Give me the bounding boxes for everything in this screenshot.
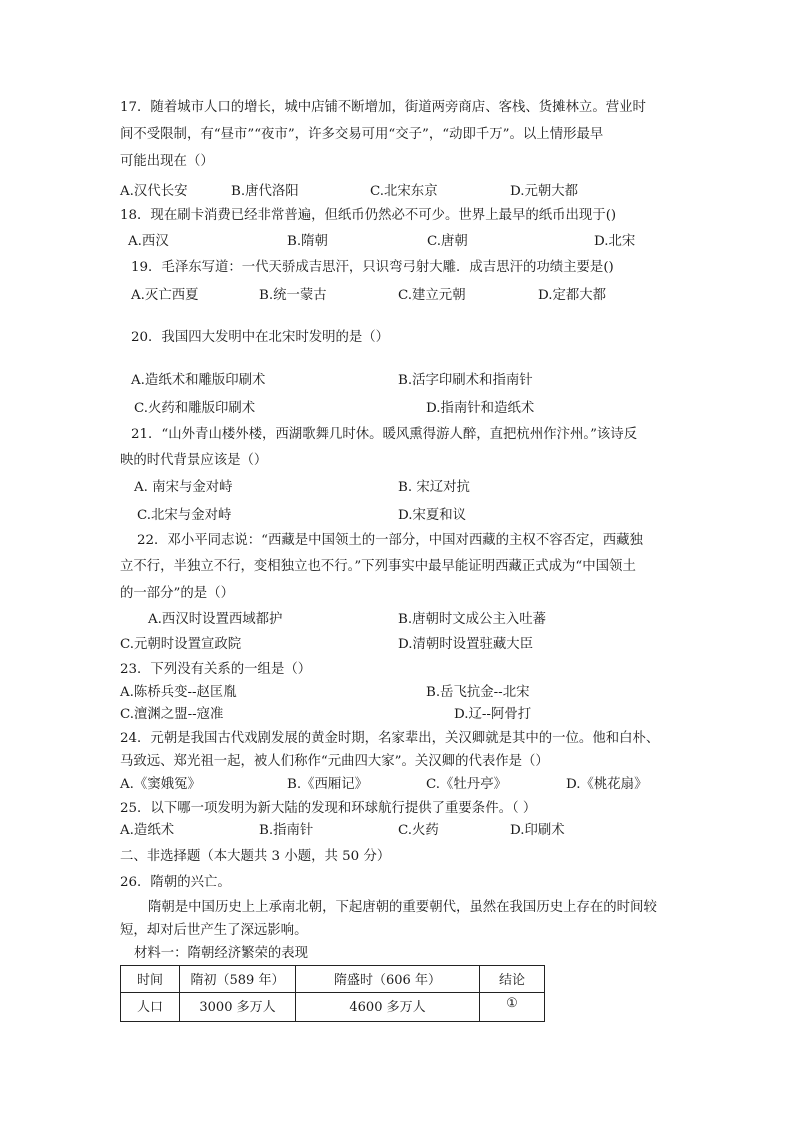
table-cell: 3000 多万人	[180, 993, 296, 1022]
q18-option-b: B.隋朝	[287, 234, 328, 249]
q24-option-c: C.《牡丹亭》	[426, 777, 507, 792]
q21-option-d: D.宋夏和议	[398, 508, 467, 523]
q23-option-d: D.辽--阿骨打	[454, 707, 532, 722]
q25-option-a: A.造纸术	[120, 823, 175, 838]
q23-option-a: A.陈桥兵变--赵匡胤	[120, 685, 237, 700]
table-header-cell: 隋盛时（606 年）	[296, 966, 480, 993]
q19-option-b: B.统一蒙古	[259, 288, 327, 303]
q18-option-d: D.北宋	[594, 234, 636, 249]
q25-stem-line1: 25．以下哪一项发明为新大陆的发现和环球航行提供了重要条件。（ ）	[120, 801, 537, 816]
q21-stem-line1: 21．“山外青山楼外楼，西湖歌舞几时休。暖风熏得游人醉，直把杭州作汴州。”该诗反	[131, 427, 638, 442]
q21-option-b: B. 宋辽对抗	[398, 480, 470, 495]
section-two-heading: 二、非选择题（本大题共 3 小题，共 50 分）	[120, 849, 391, 864]
q19-option-d: D.定都大都	[538, 288, 607, 303]
q22-stem-line3: 的一部分”的是（）	[120, 586, 234, 601]
q26-material-caption: 材料一：隋朝经济繁荣的表现	[134, 946, 309, 961]
q20-option-c: C.火药和雕版印刷术	[134, 401, 256, 416]
q17-stem-line3: 可能出现在（）	[120, 154, 214, 169]
q22-stem-line1: 22．邓小平同志说：“西藏是中国领土的一部分，中国对西藏的主权不容否定，西藏独	[137, 533, 643, 548]
q23-option-b: B.岳飞抗金--北宋	[426, 685, 530, 700]
q23-option-c: C.澶渊之盟--寇准	[120, 707, 224, 722]
q24-stem-line1: 24．元朝是我国古代戏剧发展的黄金时期，名家辈出，关汉卿就是其中的一位。他和白朴、	[120, 731, 660, 746]
q21-option-a: A. 南宋与金对峙	[134, 480, 233, 495]
q26-title: 26．隋朝的兴亡。	[120, 875, 231, 890]
table-header-cell: 结论	[480, 966, 545, 993]
table-cell: 人口	[121, 993, 180, 1022]
sui-economy-table	[120, 965, 545, 1022]
q22-option-c: C.元朝时设置宣政院	[120, 637, 242, 652]
q24-option-d: D.《桃花扇》	[566, 777, 648, 792]
table-header-row	[121, 966, 545, 993]
q26-paragraph-line2: 短，却对后世产生了深远影响。	[120, 923, 308, 938]
q24-option-b: B.《西厢记》	[287, 777, 369, 792]
table-row	[121, 993, 545, 1022]
q23-stem-line1: 23．下列没有关系的一组是（）	[120, 662, 312, 677]
q25-option-c: C.火药	[398, 823, 439, 838]
table-cell: ①	[480, 993, 545, 1022]
q22-option-d: D.清朝时设置驻藏大臣	[398, 637, 534, 652]
q26-paragraph-line1: 隋朝是中国历史上上承南北朝，下起唐朝的重要朝代，虽然在我国历史上存在的时间较	[148, 900, 657, 915]
q18-option-c: C.唐朝	[427, 234, 468, 249]
q21-stem-line2: 映的时代背景应该是（）	[120, 453, 268, 468]
q20-option-b: B.活字印刷术和指南针	[398, 373, 533, 388]
q19-option-c: C.建立元朝	[398, 288, 466, 303]
table-header-cell: 时间	[121, 966, 180, 993]
q22-option-b: B.唐朝时文成公主入吐蕃	[398, 612, 547, 627]
q22-option-a: A.西汉时设置西域都护	[148, 612, 283, 627]
q20-option-a: A.造纸术和雕版印刷术	[131, 373, 266, 388]
q24-option-a: A.《窦娥冤》	[120, 777, 201, 792]
q19-option-a: A.灭亡西夏	[131, 288, 199, 303]
q17-option-c: C.北宋东京	[370, 184, 438, 199]
q17-stem-line1: 17．随着城市人口的增长，城中店铺不断增加，街道两旁商店、客栈、货摊林立。营业时	[120, 100, 646, 115]
q25-option-b: B.指南针	[259, 823, 314, 838]
q24-stem-line2: 马致远、郑光祖一起，被人们称作“元曲四大家”。关汉卿的代表作是（）	[120, 754, 549, 769]
q19-stem-line1: 19．毛泽东写道：一代天骄成吉思汗，只识弯弓射大雕．成吉思汗的功绩主要是()	[131, 260, 614, 275]
q18-stem-line1: 18．现在刷卡消费已经非常普遍，但纸币仍然必不可少。世界上最早的纸币出现于()	[120, 208, 617, 223]
table-header-cell: 隋初（589 年）	[180, 966, 296, 993]
q17-option-a: A.汉代长安	[120, 184, 188, 199]
q20-option-d: D.指南针和造纸术	[426, 401, 535, 416]
q17-stem-line2: 间不受限制，有“昼市”“夜市”，许多交易可用“交子”，“动即千万”。以上情形最早	[120, 127, 604, 142]
table-cell: 4600 多万人	[296, 993, 480, 1022]
q18-option-a: A.西汉	[128, 234, 169, 249]
q21-option-c: C.北宋与金对峙	[137, 508, 232, 523]
q22-stem-line2: 立不行，半独立不行，变相独立也不行。”下列事实中最早能证明西藏正式成为“中国领土	[120, 559, 636, 574]
q17-option-d: D.元朝大都	[510, 184, 579, 199]
q17-option-b: B.唐代洛阳	[231, 184, 299, 199]
q20-stem-line1: 20．我国四大发明中在北宋时发明的是（）	[131, 330, 390, 345]
q25-option-d: D.印刷术	[510, 823, 565, 838]
